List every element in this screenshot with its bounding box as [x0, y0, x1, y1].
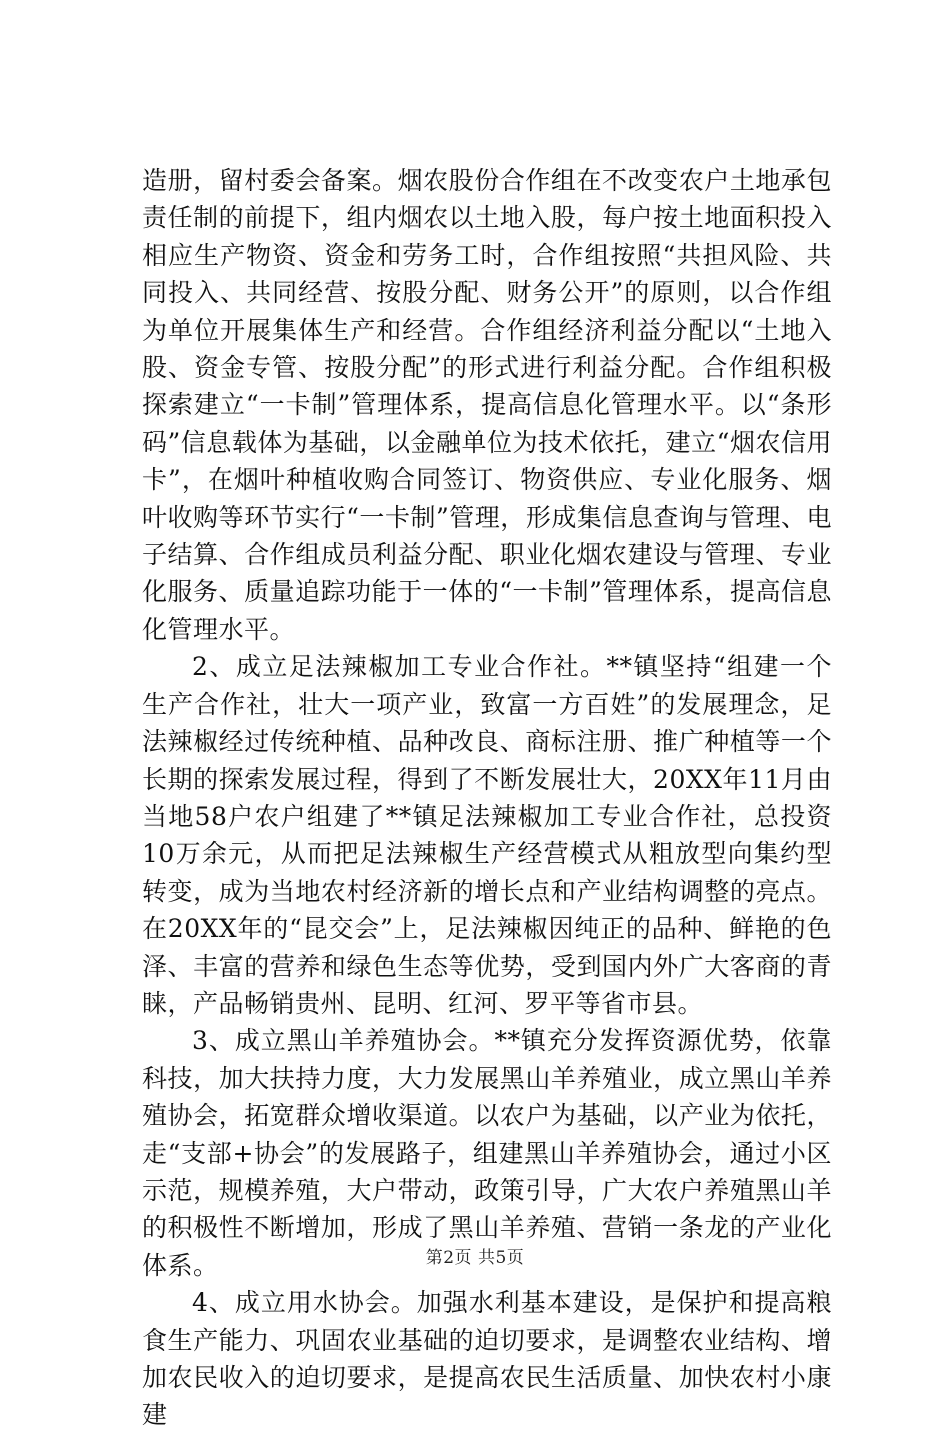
page-footer: 第2页 共5页 — [425, 1248, 525, 1268]
paragraph-item-3: 3、成立黑山羊养殖协会。**镇充分发挥资源优势，依靠科技，加大扶持力度，大力发展黑山羊养殖业，成立黑山羊养殖协会，拓宽群众增收渠道。以农户为基础，以产业为依托，走“支部+协会”的发展路子，组建黑山羊养殖协会，通过小区示范，规模养殖，大户带动，政策引导，广大农户养殖黑山羊的积极性不断增加，形成了黑山羊养殖、营销一条龙的产业化体系。 — [142, 1026, 832, 1280]
paragraph-item-2: 2、成立足法辣椒加工专业合作社。**镇坚持“组建一个生产合作社，壮大一项产业，致富一方百姓”的发展理念，足法辣椒经过传统种植、品种改良、商标注册、推广种植等一个长期的探索发展过程，得到了不断发展壮大，20XX年11月由当地58户农户组建了**镇足法辣椒加工专业合作社，总投资10万余元，从而把足法辣椒生产经营模式从粗放型向集约型转变，成为当地农村经济新的增长点和产业结构调整的亮点。在20XX年的“昆交会”上，足法辣椒因纯正的品种、鲜艳的色泽、丰富的营养和绿色生态等优势，受到国内外广大客商的青睐，产品畅销贵州、昆明、红河、罗平等省市县。 — [142, 652, 832, 1018]
paragraph-continuation: 造册，留村委会备案。烟农股份合作组在不改变农户土地承包责任制的前提下，组内烟农以土地入股，每户按土地面积投入相应生产物资、资金和劳务工时，合作组按照“共担风险、共同投入、共同经营、按股分配、财务公开”的原则，以合作组为单位开展集体生产和经营。合作组经济利益分配以“土地入股、资金专管、按股分配”的形式进行利益分配。合作组积极探索建立“一卡制”管理体系，提高信息化管理水平。以“条形码”信息载体为基础，以金融单位为技术依托，建立“烟农信用卡”，在烟叶种植收购合同签订、物资供应、专业化服务、烟叶收购等环节实行“一卡制”管理，形成集信息查询与管理、电子结算、合作组成员利益分配、职业化烟农建设与管理、专业化服务、质量追踪功能于一体的“一卡制”管理体系，提高信息化管理水平。 — [142, 166, 832, 644]
paragraph-item-4: 4、成立用水协会。加强水利基本建设，是保护和提高粮食生产能力、巩固农业基础的迫切要求，是调整农业结构、增加农民收入的迫切要求，是提高农民生活质量、加快农村小康建 — [142, 1288, 832, 1430]
